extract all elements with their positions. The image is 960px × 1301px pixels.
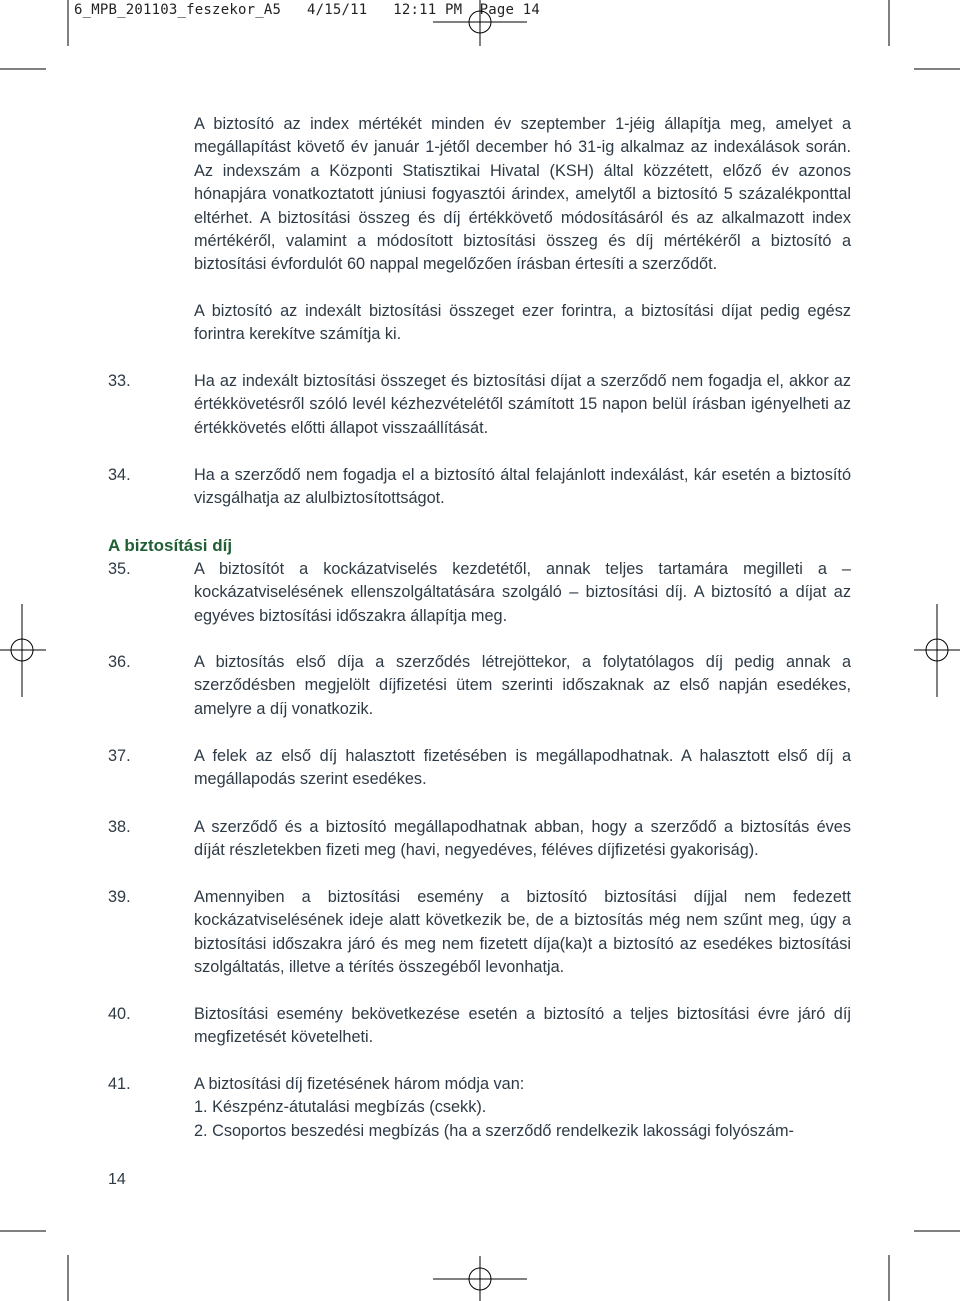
- item-number: 38.: [108, 818, 131, 836]
- slug-time: 12:11 PM: [393, 2, 463, 18]
- item-text: A felek az első díj halasztott fizetésében is megállapodhatnak. A halasztott első díj a megállapodás szerint esedékes.: [194, 747, 851, 789]
- item-text: A szerződő és a biztosító megállapodhatnak abban, hogy a szerződő a biztosítás éves díját részletekben fizeti meg (havi, negyedéves, féléves díjfizetési gyakoriság).: [194, 818, 851, 860]
- item-number: 37.: [108, 747, 131, 765]
- item-text: Ha a szerződő nem fogadja el a biztosító által felajánlott indexálást, kár esetén a biztosító vizsgálhatja az alulbiztosítottságot.: [194, 466, 851, 508]
- item-text: Biztosítási esemény bekövetkezése esetén a biztosító a teljes biztosítási évre járó díj megfizetését követelheti.: [194, 1005, 851, 1047]
- list-item-33: [108, 370, 851, 440]
- payment-method-1: 1. Készpénz-átutalási megbízás (csekk).: [194, 1098, 487, 1117]
- list-item-39: [108, 886, 851, 980]
- list-item-34: [108, 464, 851, 511]
- slug-date: 4/15/11: [306, 2, 368, 18]
- page-number: 14: [108, 1171, 126, 1188]
- list-item-40: [108, 1003, 851, 1050]
- registration-mark-bottom: [433, 1256, 527, 1301]
- registration-mark-right: [914, 604, 960, 697]
- item-number: 39.: [108, 888, 131, 906]
- item-number: 35.: [108, 560, 131, 578]
- item-text: Ha az indexált biztosítási összeget és biztosítási díjat a szerződő nem fogadja el, akkor az értékkövetésről szóló levél kézhezvételétől számított 15 napon belül írásban igényelheti az értékkövetés előtti állapot visszaállítását.: [194, 372, 851, 437]
- registration-mark-top: [433, 0, 527, 46]
- item-number: 34.: [108, 466, 131, 484]
- list-item-36: [108, 651, 851, 721]
- list-item-35: [108, 558, 851, 628]
- paragraph-indexation: A biztosító az index mértékét minden év szeptember 1-jéig állapítja meg, amelyet a megállapítást követő év január 1-jétől december hó 31-ig alkalmaz az indexálások során. Az indexszám a Központi Statisztikai Hivatal (KSH) által közzétett, előző év azonos hónapjára vonatkoztatott júniusi fogyasztói árindex, amelytől a biztosító 5 százalékponttal eltérhet. A biztosítási összeg és díj értékkövető módosításáról és az alkalmazott index mértékéről, valamint a módosított biztosítási összeg és díj mértékéről a biztosító a biztosítási évfordulót 60 nappal megelőzően írásban értesíti a szerződőt.: [194, 115, 851, 274]
- slug-file: 6_MPB_201103_feszekor_A5: [74, 2, 282, 18]
- list-item-41: [108, 1073, 851, 1143]
- item-number: 33.: [108, 372, 131, 390]
- item-number: 40.: [108, 1005, 131, 1023]
- slug-page: Page 14: [479, 2, 540, 18]
- payment-method-2: 2. Csoportos beszedési megbízás (ha a szerződő rendelkezik lakossági folyószám-: [194, 1121, 794, 1140]
- item-text: A biztosítás első díja a szerződés létrejöttekor, a folytatólagos díj pedig annak a szerződésben megjelölt díjfizetési ütem szerinti időszaknak az első napján esedékes, amelyre a díj vonatkozik.: [194, 653, 851, 718]
- item-text: [194, 1073, 851, 1143]
- registration-mark-left: [0, 604, 46, 697]
- item-intro: A biztosítási díj fizetésének három módja van:: [194, 1075, 525, 1093]
- section-heading: A biztosítási díj: [108, 536, 233, 555]
- item-text: A biztosítót a kockázatviselés kezdetétől, annak teljes tartamára megilleti a – kockázatviselésének ellenszolgáltatására szolgáló – biztosítási díj. A biztosító a díjat az egyéves biztosítási időszakra állapítja meg.: [194, 560, 851, 625]
- paragraph-rounding: A biztosító az indexált biztosítási összeget ezer forintra, a biztosítási díjat pedig egész forintra kerekítve számítja ki.: [194, 302, 851, 344]
- item-text: Amennyiben a biztosítási esemény a biztosító biztosítási díjjal nem fedezett kockázatviselésének ideje alatt következik be, de a biztosítás még nem szűnt meg, úgy a biztosítási időszakra járó és meg nem fizetett díja(ka)t a biztosító az esedékes biztosítási szolgáltatás, illetve a térítés összegéből levonhatja.: [194, 888, 851, 977]
- item-number: 41.: [108, 1075, 131, 1093]
- list-item-38: [108, 816, 851, 863]
- item-number: 36.: [108, 653, 131, 671]
- list-item-37: [108, 745, 851, 792]
